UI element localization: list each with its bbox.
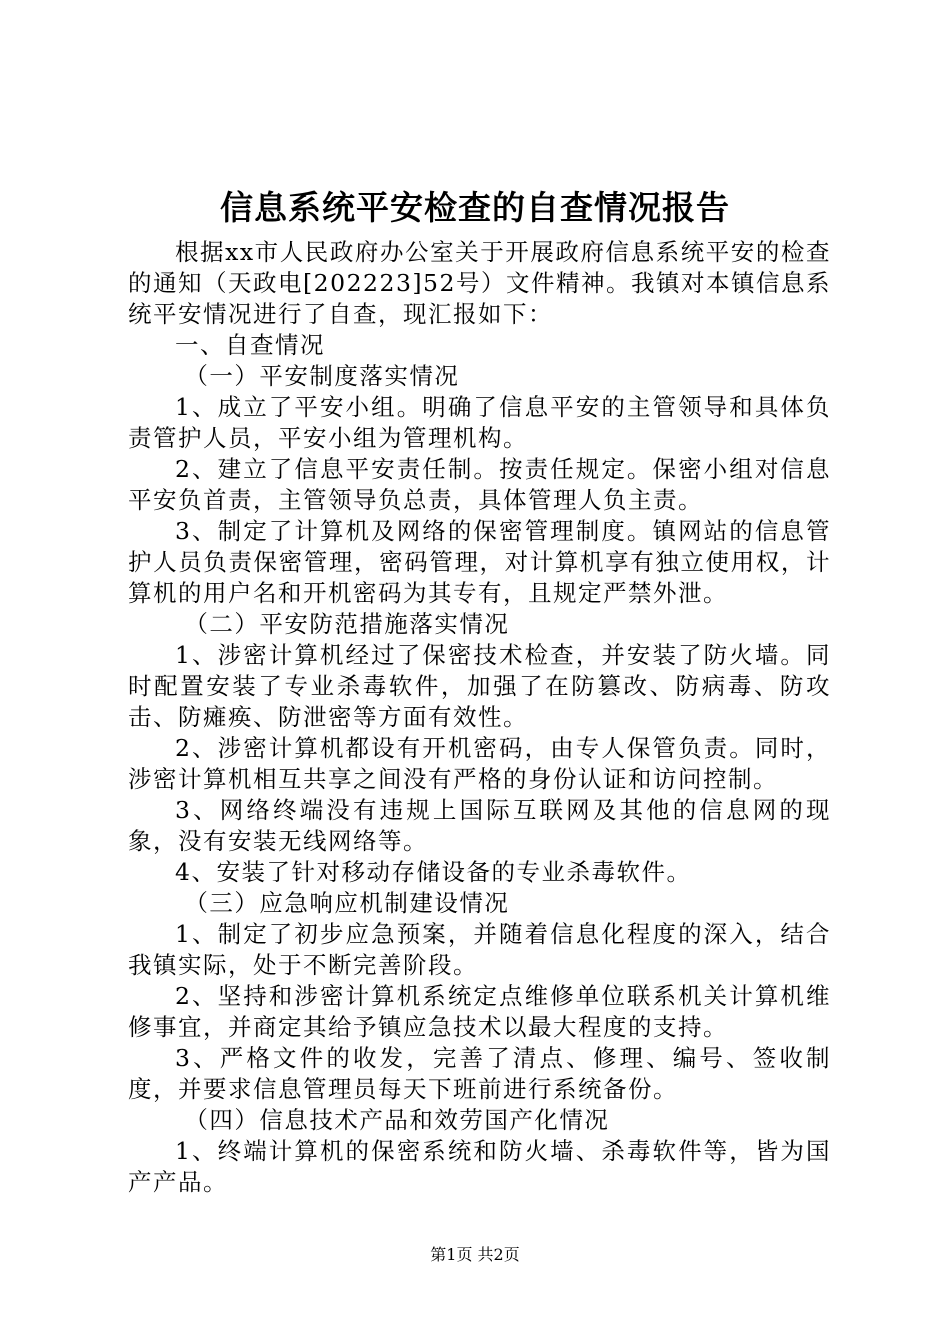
paragraph: 1、终端计算机的保密系统和防火墙、杀毒软件等，皆为国产产品。 (128, 1137, 831, 1196)
paragraph: 3、制定了计算机及网络的保密管理制度。镇网站的信息管护人员负责保密管理，密码管理，对计算机享有独立使用权，计算机的用户名和开机密码为其专有，且规定严禁外泄。 (128, 517, 831, 607)
subsection-heading: （一）平安制度落实情况 (184, 362, 460, 390)
subsection-heading: （三）应急响应机制建设情况 (184, 889, 510, 917)
paragraph: 2、坚持和涉密计算机系统定点维修单位联系机关计算机维修事宜，并商定其给予镇应急技术以最大程度的支持。 (128, 982, 831, 1041)
paragraph-intro: 根据xx市人民政府办公室关于开展政府信息系统平安的检查的通知（天政电[202223]52号）文件精神。我镇对本镇信息系统平安情况进行了自查，现汇报如下： (128, 238, 831, 328)
paragraph: 4、安装了针对移动存储设备的专业杀毒软件。 (175, 858, 692, 886)
subsection-heading: （二）平安防范措施落实情况 (184, 610, 510, 638)
paragraph: 2、涉密计算机都设有开机密码，由专人保管负责。同时，涉密计算机相互共享之间没有严格的身份认证和访问控制。 (128, 734, 831, 793)
document-title: 信息系统平安检查的自查情况报告 (220, 188, 730, 227)
paragraph: 3、网络终端没有违规上国际互联网及其他的信息网的现象，没有安装无线网络等。 (128, 796, 831, 855)
section-heading: 一、自查情况 (175, 331, 325, 359)
document-body (128, 237, 831, 1198)
page-number-footer: 第1页 共2页 (430, 1245, 520, 1264)
subsection-heading: （四）信息技术产品和效劳国产化情况 (184, 1106, 610, 1134)
paragraph: 1、涉密计算机经过了保密技术检查，并安装了防火墙。同时配置安装了专业杀毒软件，加强了在防篡改、防病毒、防攻击、防瘫痪、防泄密等方面有效性。 (128, 641, 831, 731)
paragraph: 1、成立了平安小组。明确了信息平安的主管领导和具体负责管护人员，平安小组为管理机构。 (128, 393, 831, 452)
paragraph: 3、严格文件的收发，完善了清点、修理、编号、签收制度，并要求信息管理员每天下班前进行系统备份。 (128, 1044, 831, 1103)
paragraph: 1、制定了初步应急预案，并随着信息化程度的深入，结合我镇实际，处于不断完善阶段。 (128, 920, 831, 979)
paragraph: 2、建立了信息平安责任制。按责任规定。保密小组对信息平安负首责，主管领导负总责，具体管理人负主责。 (128, 455, 831, 514)
